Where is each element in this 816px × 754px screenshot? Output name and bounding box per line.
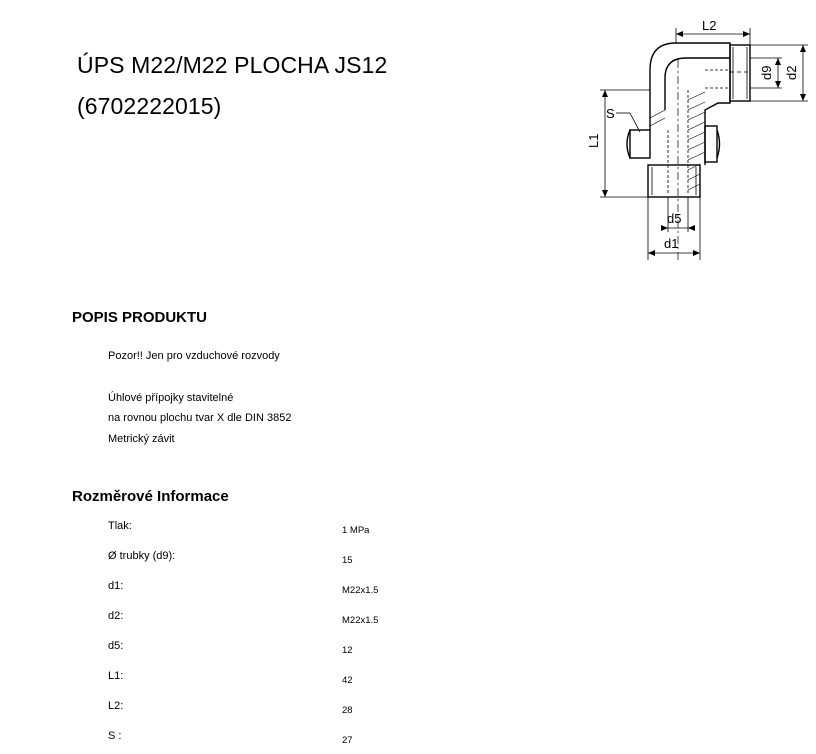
description-line: Pozor!! Jen pro vzduchové rozvody xyxy=(108,350,280,362)
dim-row-value: M22x1.5 xyxy=(342,585,379,596)
product-code: (6702222015) xyxy=(77,93,222,119)
dim-row-label: L2: xyxy=(108,700,124,712)
dim-row-value: 1 MPa xyxy=(342,525,370,536)
dimensions-heading: Rozměrové Informace xyxy=(72,488,229,505)
dim-label-d5: d5 xyxy=(667,211,682,226)
description-line: Metrický závit xyxy=(108,433,175,445)
technical-drawing xyxy=(575,10,816,265)
dim-row-value: 15 xyxy=(342,555,353,566)
product-title: ÚPS M22/M22 PLOCHA JS12 xyxy=(77,52,388,78)
dim-row-label: d5: xyxy=(108,640,124,652)
dim-label-l2: L2 xyxy=(702,18,717,33)
dim-label-d2: d2 xyxy=(784,65,799,80)
dim-row-label: S : xyxy=(108,730,122,742)
dim-row-label: d2: xyxy=(108,610,124,622)
dim-row-value: 27 xyxy=(342,735,353,746)
dim-row-label: Tlak: xyxy=(108,520,132,532)
dim-row-value: M22x1.5 xyxy=(342,615,379,626)
dim-row-label: L1: xyxy=(108,670,124,682)
dim-row-label: d1: xyxy=(108,580,124,592)
dim-row-value: 42 xyxy=(342,675,353,686)
dim-row-value: 12 xyxy=(342,645,353,656)
description-heading: POPIS PRODUKTU xyxy=(72,309,208,326)
dim-label-l1: L1 xyxy=(586,133,601,148)
dim-row-value: 28 xyxy=(342,705,353,716)
dim-row-label: Ø trubky (d9): xyxy=(108,550,176,562)
description-line: Úhlové přípojky stavitelné xyxy=(108,392,234,404)
dim-label-d1: d1 xyxy=(664,236,679,251)
description-line: na rovnou plochu tvar X dle DIN 3852 xyxy=(108,412,292,424)
dim-label-s: S xyxy=(606,106,615,121)
dim-label-d9: d9 xyxy=(759,65,774,80)
